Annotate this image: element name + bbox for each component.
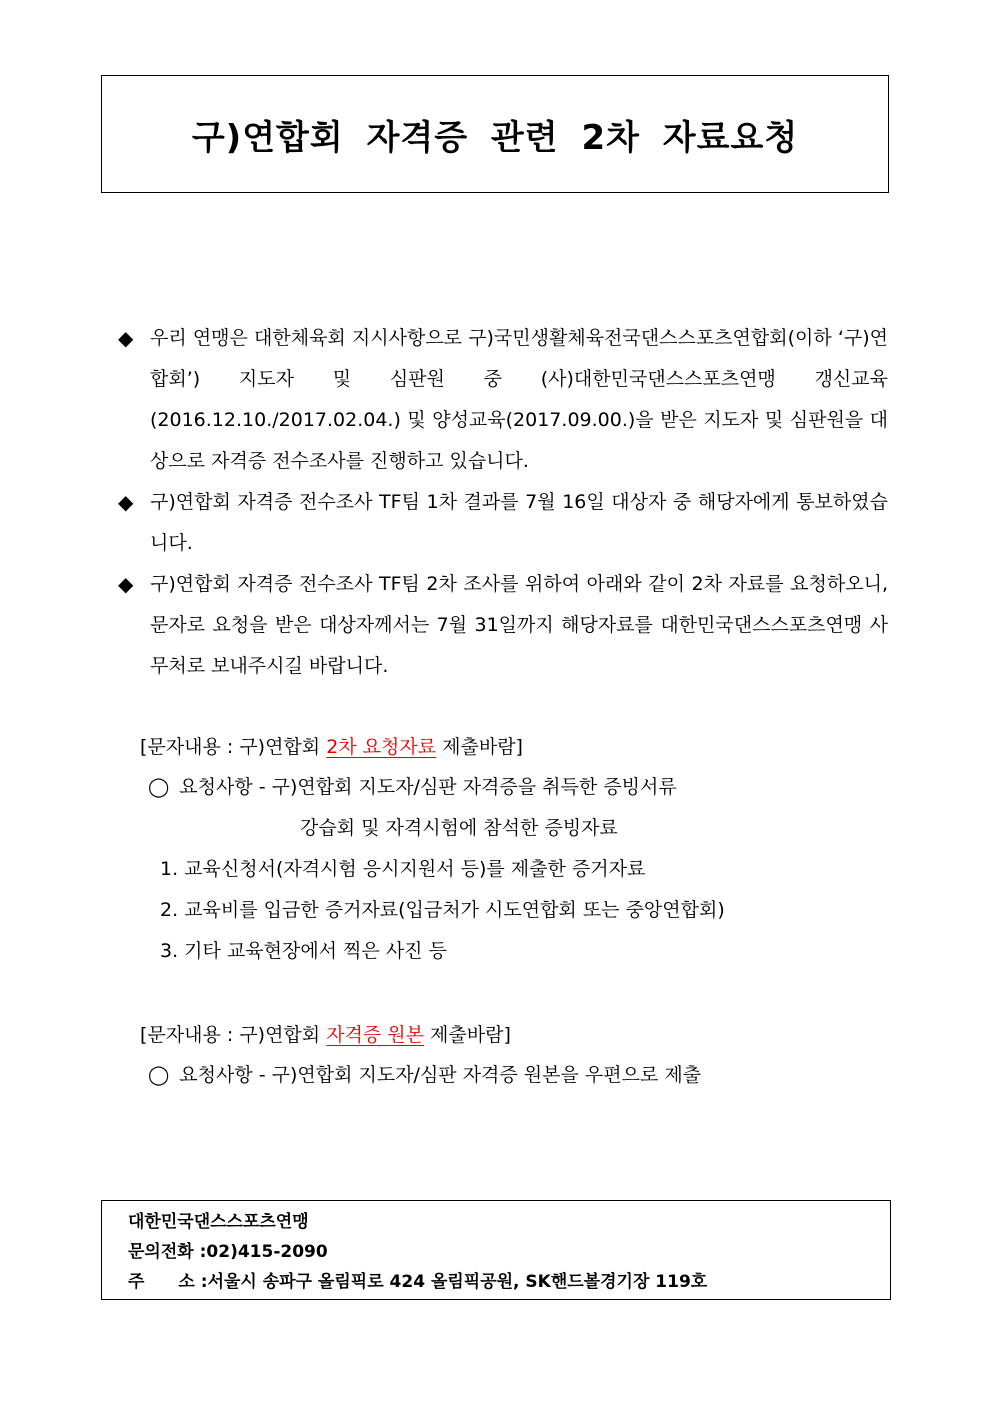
list-item: 1. 교육신청서(자격시험 응시지원서 등)를 제출한 증거자료: [160, 858, 646, 880]
bullet-item: [118, 318, 888, 482]
section-heading: [140, 1015, 701, 1055]
contact-box: [101, 1200, 891, 1300]
diamond-bullet-icon: ◆: [118, 326, 134, 350]
diamond-bullet-icon: ◆: [118, 490, 134, 514]
circle-bullet-icon: ◯: [148, 776, 170, 798]
bullet-text: 구)연합회 자격증 전수조사 TF팀 2차 조사를 위하여 아래와 같이 2차 자료를 요청하오니, 문자로 요청을 받은 대상자께서는 7월 31일까지 해당자료를 대한민국댄스스포츠연맹 사무처로 보내주시길 바랍니다.: [150, 573, 888, 677]
circle-bullet-icon: ◯: [148, 1064, 170, 1086]
phone-line: [128, 1237, 890, 1267]
request-section-2: [140, 1015, 701, 1096]
heading-suffix: 제출바람]: [424, 1024, 511, 1046]
bullet-item: [118, 482, 888, 564]
bullet-text: 우리 연맹은 대한체육회 지시사항으로 구)국민생활체육전국댄스스포츠연합회(이하 ‘구)연합회’) 지도자 및 심판원 중 (사)대한민국댄스스포츠연맹 갱신교육(2016.12.10./2017.02.04.) 및 양성교육(2017.09.00.)을 받은 지도자 및 심판원을 대상으로 자격증 전수조사를 진행하고 있습니다.: [150, 327, 888, 472]
request-line: [140, 1055, 701, 1096]
phone-label: 문의전화 :: [128, 1242, 207, 1262]
heading-prefix: [문자내용 : 구)연합회: [140, 1024, 327, 1046]
address-line: [128, 1267, 890, 1297]
list-item: 3. 기타 교육현장에서 찍은 사진 등: [160, 940, 447, 962]
bullet-list: [118, 318, 888, 687]
page-title: 구)연합회 자격증 관련 2차 자료요청: [191, 117, 799, 158]
bullet-text: 구)연합회 자격증 전수조사 TF팀 1차 결과를 7월 16일 대상자 중 해당자에게 통보하였습니다.: [150, 491, 888, 554]
heading-highlight: 자격증 원본: [326, 1024, 424, 1046]
heading-suffix: 제출바람]: [436, 736, 523, 758]
bullet-item: [118, 564, 888, 687]
diamond-bullet-icon: ◆: [118, 572, 134, 596]
address-label: 주 소 :: [128, 1272, 208, 1292]
title-box: [101, 75, 889, 193]
request-line-continued: 강습회 및 자격시험에 참석한 증빙자료: [300, 817, 618, 839]
list-item: 2. 교육비를 입금한 증거자료(입금처가 시도연합회 또는 중앙연합회): [160, 899, 725, 921]
request-line: [140, 767, 725, 808]
org-name: 대한민국댄스스포츠연맹: [128, 1212, 309, 1232]
request-text: 요청사항 - 구)연합회 지도자/심판 자격증 원본을 우편으로 제출: [179, 1064, 702, 1086]
phone-number: 02)415-2090: [206, 1242, 328, 1262]
section-heading: [140, 727, 725, 767]
heading-highlight: 2차 요청자료: [326, 736, 437, 758]
request-section-1: [140, 727, 725, 972]
address-text: 서울시 송파구 올림픽로 424 올림픽공원, SK핸드볼경기장 119호: [207, 1272, 708, 1292]
heading-prefix: [문자내용 : 구)연합회: [140, 736, 327, 758]
request-text: 요청사항 - 구)연합회 지도자/심판 자격증을 취득한 증빙서류: [179, 776, 677, 798]
